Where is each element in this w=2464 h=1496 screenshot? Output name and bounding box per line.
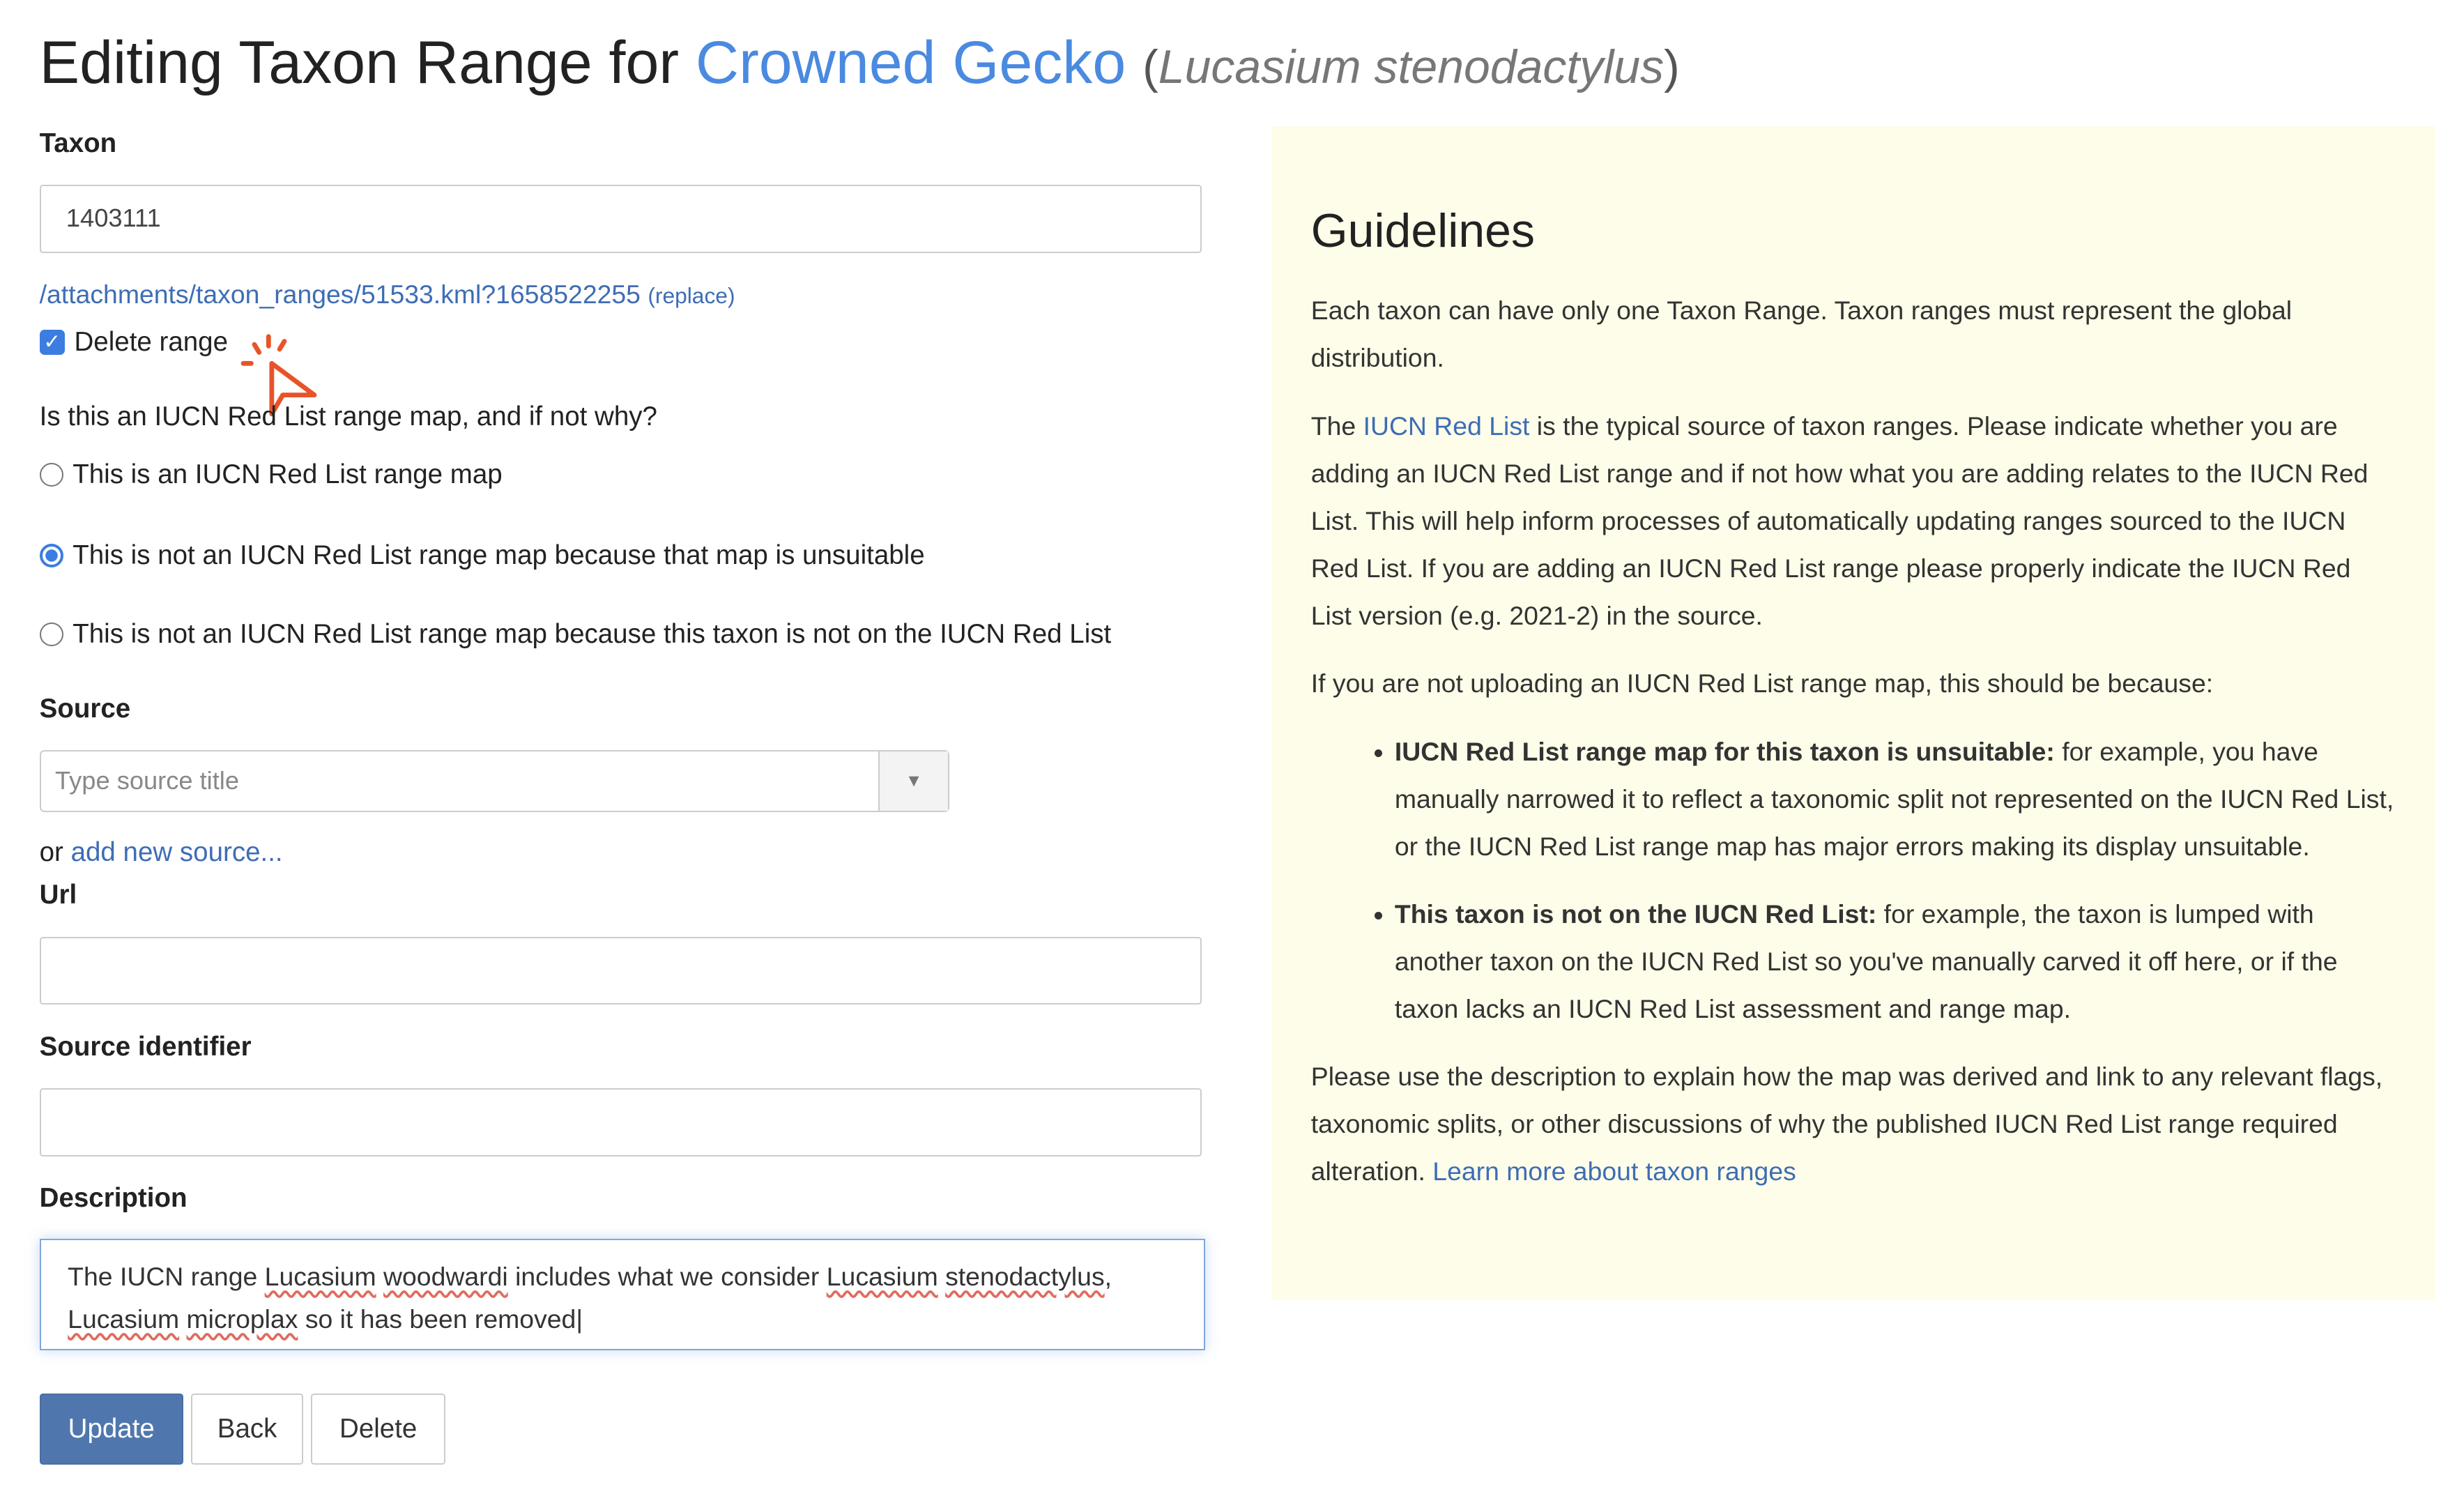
delete-range-checkbox[interactable]: ✓: [40, 330, 65, 355]
delete-button[interactable]: Delete: [311, 1394, 445, 1465]
guidelines-panel: [1271, 126, 2435, 1300]
source-select[interactable]: [40, 750, 949, 811]
update-button[interactable]: Update: [40, 1394, 183, 1465]
taxon-input[interactable]: 1403111: [40, 185, 1202, 252]
guidelines-title: Guidelines: [1310, 204, 1535, 257]
source-label: Source: [39, 693, 131, 724]
source-identifier-input[interactable]: [40, 1088, 1202, 1156]
radio-not-on-red-list[interactable]: [40, 623, 63, 646]
add-source-link[interactable]: add new source...: [70, 837, 283, 867]
guidelines-p4: Please use the description to explain how the map was derived and link to any relevant flags, taxonomic splits, or other discussions of why the published IUCN Red List range required alteration. Learn more about taxon ranges: [1310, 1062, 2383, 1186]
chevron-down-icon[interactable]: ▼: [878, 751, 947, 810]
radio-label: This is an IUCN Red List range map: [72, 459, 503, 490]
back-button[interactable]: Back: [191, 1394, 303, 1465]
attachment-link[interactable]: /attachments/taxon_ranges/51533.kml?1658522255: [39, 280, 641, 310]
source-input[interactable]: Type source title: [55, 766, 239, 795]
or-text: or: [39, 837, 63, 867]
description-textarea[interactable]: The IUCN range Lucasium woodwardi includes what we consider Lucasium stenodactylus, Lucasium microplax so it has been removed|: [40, 1239, 1205, 1351]
replace-link[interactable]: (replace): [648, 283, 735, 309]
url-label: Url: [39, 880, 77, 910]
page-title: [40, 29, 1680, 98]
source-identifier-label: Source identifier: [39, 1031, 252, 1062]
radio-iucn-range[interactable]: [40, 463, 63, 487]
guideline-bullet: • IUCN Red List range map for this taxon is unsuitable: for example, you have manually narrowed it to reflect a taxonomic split not represented on the IUCN Red List, or the IUCN Red List range map has major errors making its display unsuitable.: [1395, 728, 2396, 871]
guidelines-p2: The IUCN Red List is the typical source of taxon ranges. Please indicate whether you are adding an IUCN Red List range and if not how what you are adding relates to the IUCN Red List. This will help inform processes of automatically updating ranges sourced to the IUCN Red List. If you are adding an IUCN Red List range please properly indicate the IUCN Red List version (e.g. 2021-2) in the source.: [1310, 411, 2369, 630]
guidelines-p3: If you are not uploading an IUCN Red List range map, this should be because:: [1310, 669, 2214, 699]
iucn-red-list-link[interactable]: IUCN Red List: [1363, 411, 1530, 441]
guidelines-p1: Each taxon can have only one Taxon Range. Taxon ranges must represent the global distribution.: [1310, 296, 2293, 373]
taxon-label: Taxon: [39, 128, 117, 158]
guideline-bullet: • This taxon is not on the IUCN Red List: for example, the taxon is lumped with another taxon on the IUCN Red List so you've manually carved it off here, or if the taxon lacks an IUCN Red List assessment and range map.: [1395, 891, 2396, 1033]
delete-range-label: Delete range: [74, 327, 229, 358]
taxon-common-name-link[interactable]: Crowned Gecko: [695, 29, 1126, 96]
title-prefix: Editing Taxon Range for: [39, 29, 696, 96]
iucn-question: Is this an IUCN Red List range map, and if not why?: [39, 401, 657, 432]
description-label: Description: [39, 1183, 188, 1214]
scientific-name: (Lucasium stenodactylus): [1142, 40, 1680, 93]
radio-label: This is not an IUCN Red List range map because that map is unsuitable: [72, 540, 925, 570]
learn-more-link[interactable]: Learn more about taxon ranges: [1432, 1157, 1796, 1186]
radio-map-unsuitable[interactable]: [40, 544, 63, 567]
radio-label: This is not an IUCN Red List range map because this taxon is not on the IUCN Red List: [72, 619, 1112, 650]
url-input[interactable]: [40, 937, 1202, 1005]
